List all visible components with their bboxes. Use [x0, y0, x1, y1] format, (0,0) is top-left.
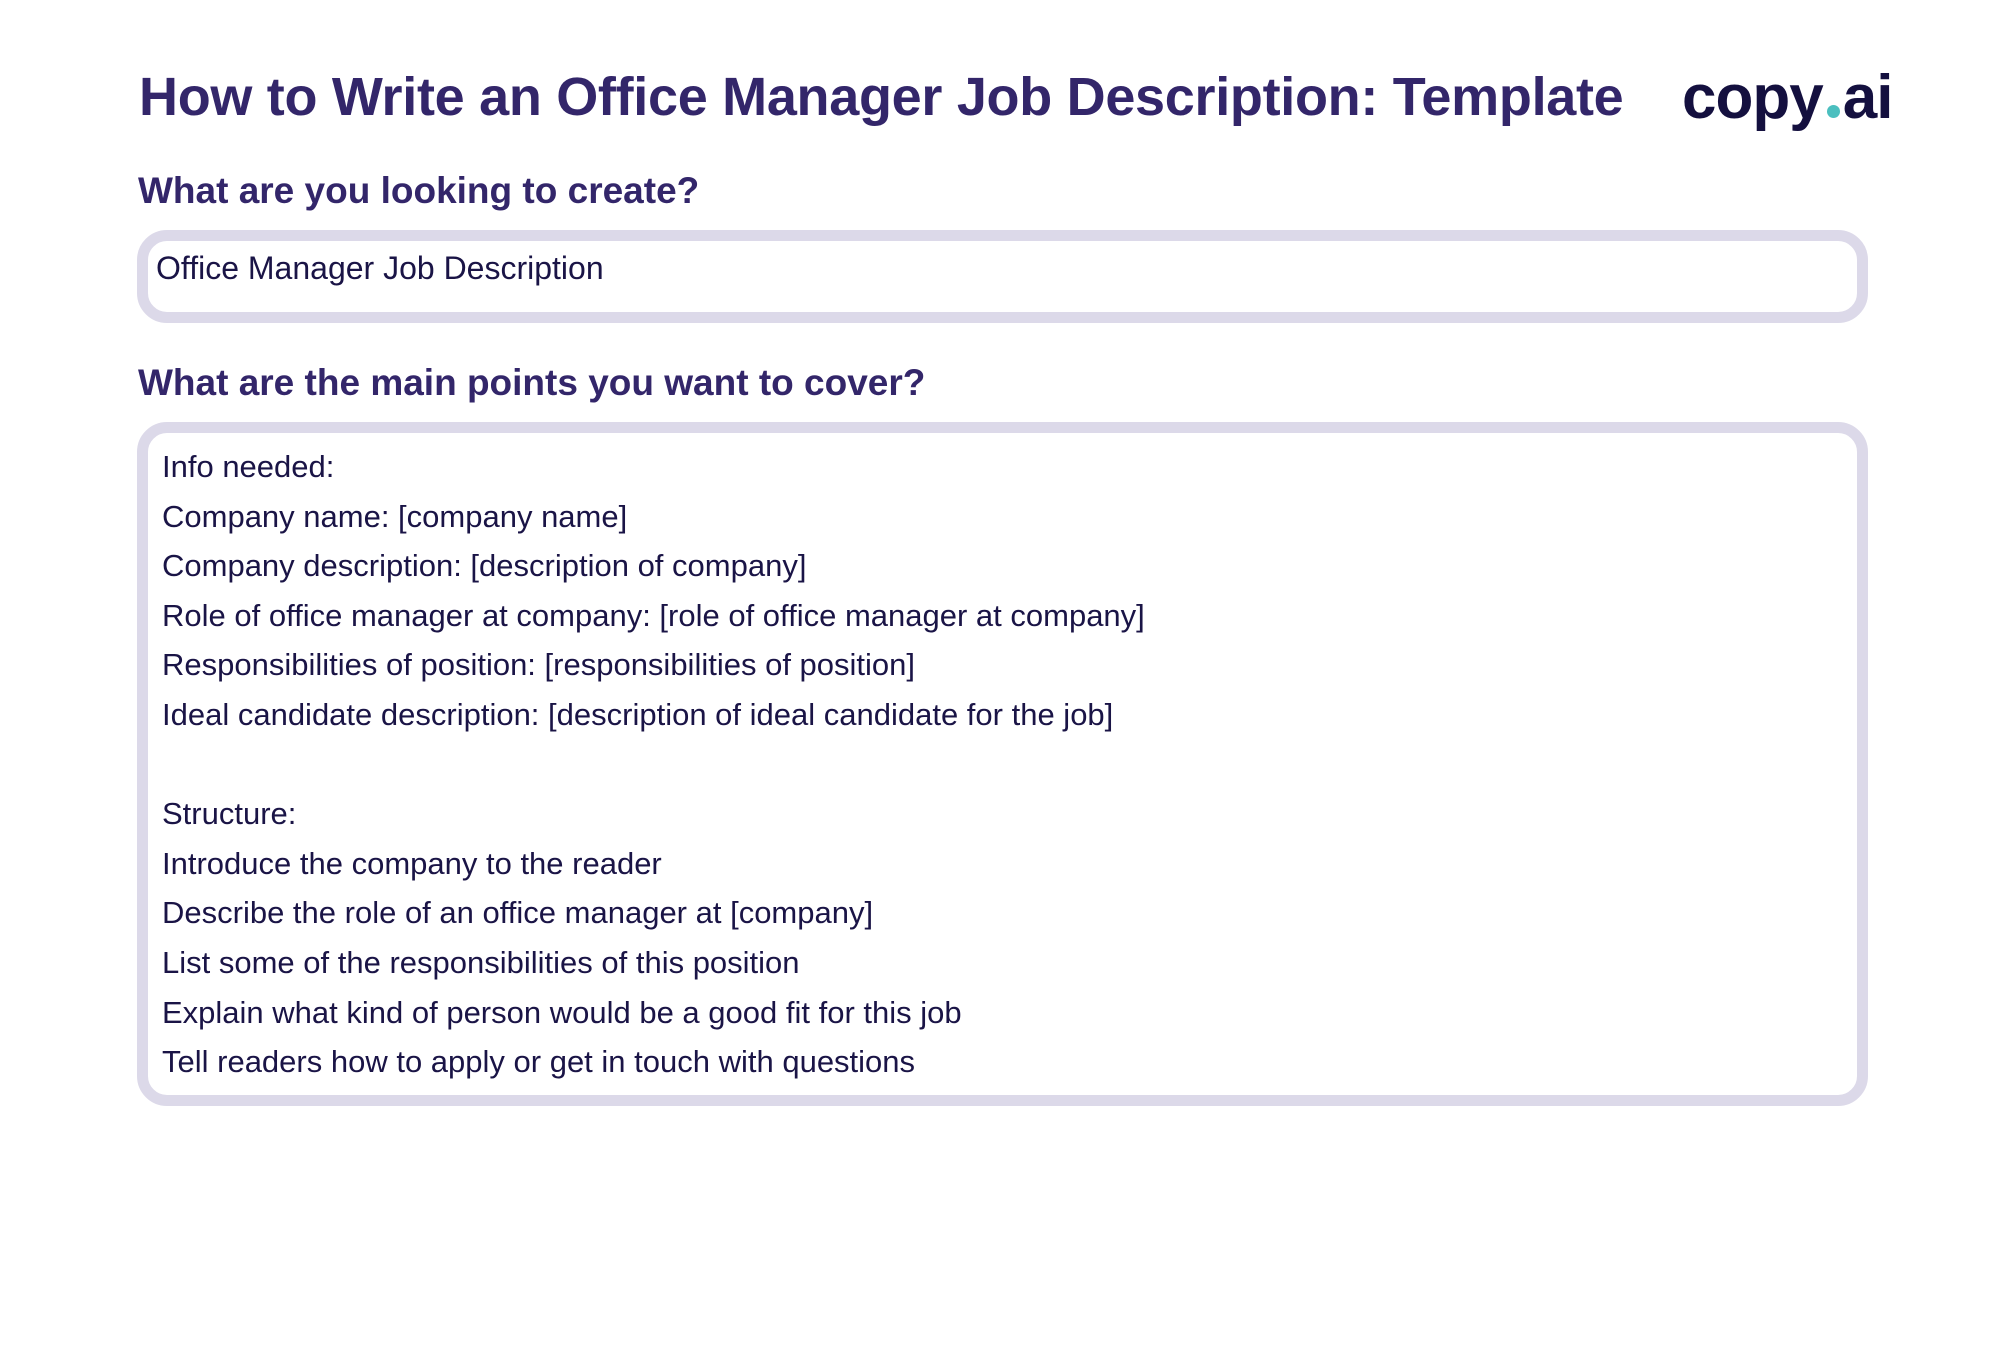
textarea-line: Info needed:	[162, 449, 335, 484]
textarea-line: Ideal candidate description: [description of ideal candidate for the job]	[162, 696, 1114, 732]
textarea-line: Company name: [company name]	[162, 498, 628, 534]
create-input-value[interactable]: Office Manager Job Description	[156, 250, 604, 286]
textarea-line: Tell readers how to apply or get in touch with questions	[162, 1044, 916, 1080]
textarea-line: Responsibilities of position: [responsibilities of position]	[162, 647, 916, 683]
textarea-line: Introduce the company to the reader	[162, 845, 662, 881]
page-title: How to Write an Office Manager Job Description: Template	[139, 67, 1624, 127]
question-2-label: What are the main points you want to cover?	[138, 362, 926, 403]
textarea-line: Structure:	[162, 796, 297, 832]
textarea-blank-line	[162, 740, 1145, 790]
question-1-label: What are you looking to create?	[138, 170, 700, 211]
logo-text-ai: ai	[1842, 63, 1893, 132]
textarea-line: List some of the responsibilities of this position	[162, 944, 800, 980]
logo-text-copy: copy	[1682, 63, 1823, 132]
textarea-line: Explain what kind of person would be a good fit for this job	[162, 994, 962, 1030]
copyai-logo	[1682, 62, 1892, 133]
main-points-textarea[interactable]	[162, 442, 1145, 1087]
textarea-line: Company description: [description of company]	[162, 548, 807, 584]
logo-dot-icon	[1827, 105, 1840, 118]
textarea-line: Describe the role of an office manager at [company]	[162, 895, 874, 931]
textarea-line: Role of office manager at company: [role of office manager at company]	[162, 597, 1145, 633]
